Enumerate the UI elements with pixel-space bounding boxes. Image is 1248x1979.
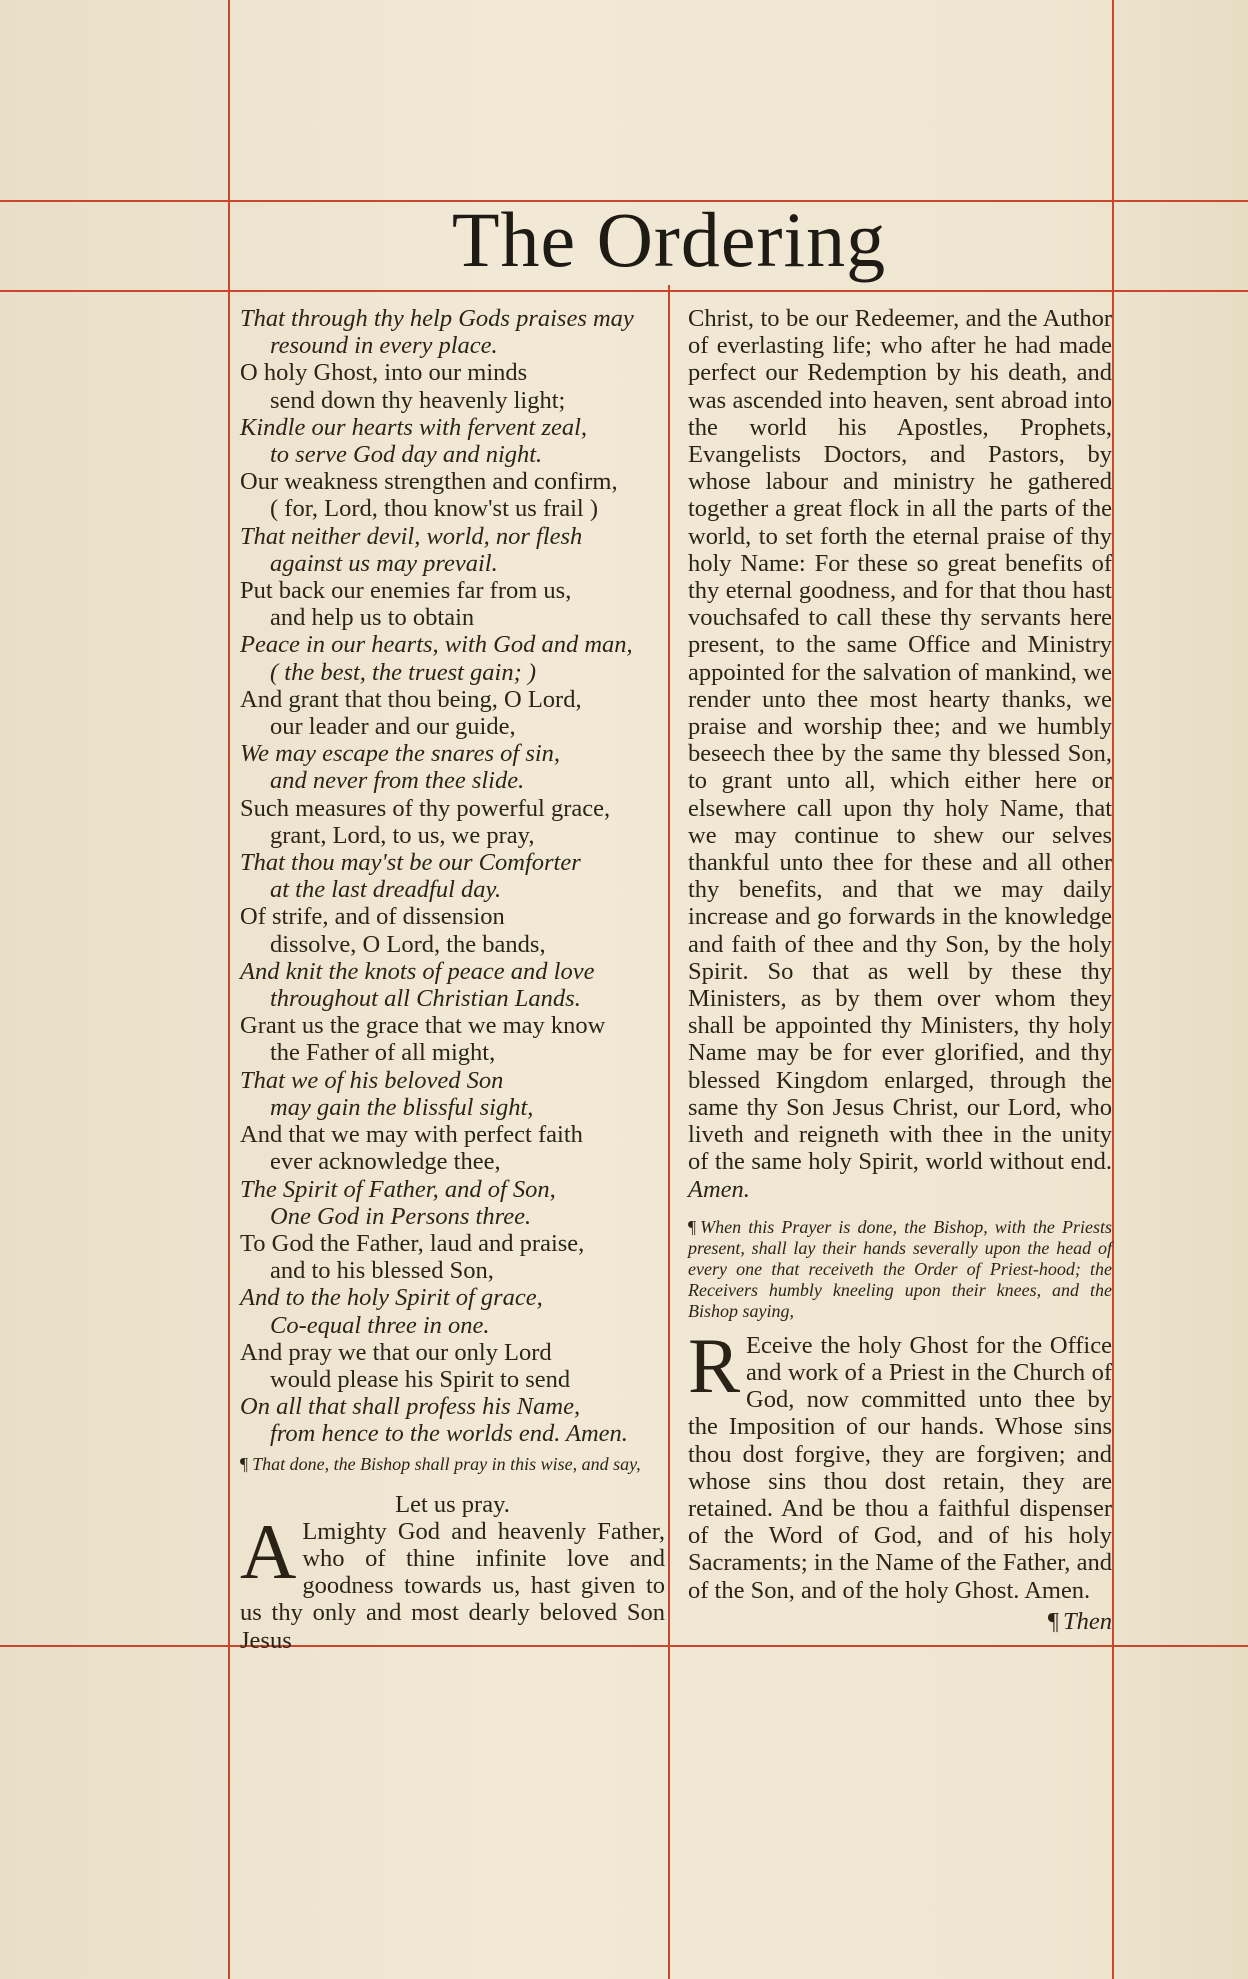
- rubric-bishop-pray: ¶ That done, the Bishop shall pray in this wise, and say,: [240, 1453, 641, 1474]
- hymn-line: ever acknowledge thee,: [270, 1148, 501, 1176]
- hymn-verses: [240, 305, 665, 1448]
- hymn-line: throughout all Christian Lands.: [270, 985, 581, 1013]
- dropcap-r: R: [688, 1321, 741, 1409]
- prayer-continuation: Christ, to be our Redeemer, and the Author of everlasting life; who after he had made perfect our Redemption by his death, and was ascended into heaven, sent abroad into the world his Apostles, Prophets, Evangelists Doctors, and Pastors, by whose labour and ministry he gathered together a great flock in all the parts of the world, to set forth the eternal praise of thy holy Name: For these so great benefits of thy eternal goodness, and for that thou hast vouchsafed to call these thy servants here present, to the same Office and Ministry appointed for the salvation of mankind, we render unto thee most hearty thanks, we praise and worship thee; and we humbly beseech thee by the same thy blessed Son, to grant unto all, which either here or elsewhere call upon thy holy Name, that we may continue to shew our selves thankful unto thee for these and all other thy benefits, and that we may daily increase and go forwards in the knowledge and faith of thee and thy Son, by the holy Spirit. So that as well by these thy Ministers, as by them over whom they shall be appointed thy Ministers, thy holy Name may be for ever glorified, and thy blessed Kingdom enlarged, through the same thy Son Jesus Christ, our Lord, who liveth and reigneth with thee in the unity of the same holy Spirit, world without end. Amen.: [688, 305, 1112, 1203]
- catchword: ¶ Then: [1047, 1607, 1112, 1635]
- hymn-line: Our weakness strengthen and confirm,: [240, 468, 618, 496]
- hymn-line: That neither devil, world, nor flesh: [240, 522, 583, 550]
- hymn-line: The Spirit of Father, and of Son,: [240, 1175, 556, 1203]
- hymn-line: to serve God day and night.: [270, 441, 543, 469]
- dropcap-a: A: [240, 1507, 297, 1595]
- rule-gutter: [668, 285, 670, 1979]
- hymn-line: and help us to obtain: [270, 604, 475, 632]
- hymn-line: against us may prevail.: [270, 549, 498, 577]
- hymn-line: Such measures of thy powerful grace,: [240, 794, 611, 822]
- hymn-line: O holy Ghost, into our minds: [240, 359, 528, 387]
- let-us-pray: Let us pray.: [395, 1490, 510, 1518]
- hymn-line: would please his Spirit to send: [270, 1365, 571, 1393]
- hymn-line: send down thy heavenly light;: [270, 386, 566, 414]
- rule-right: [1112, 0, 1114, 1979]
- hymn-line: Put back our enemies far from us,: [240, 577, 572, 605]
- hymn-line: and to his blessed Son,: [270, 1257, 494, 1285]
- hymn-line: And grant that thou being, O Lord,: [240, 685, 582, 713]
- hymn-line: and never from thee slide.: [270, 767, 525, 795]
- receive-holy-ghost: R Eceive the holy Ghost for the Office and work of a Priest in the Church of God, now committed unto thee by the Imposition of our hands. Whose sins thou dost forgive, they are forgiven; and whose sins thou dost retain, they are retained. And be thou a faithful dispenser of the Word of God, and of his holy Sacraments; in the Name of the Father, and of the Son, and of the holy Ghost. Amen.: [688, 1321, 1112, 1604]
- almighty-prayer: [240, 1507, 665, 1654]
- right-column: [688, 305, 1112, 1635]
- hymn-line: We may escape the snares of sin,: [240, 740, 561, 768]
- hymn-line: ( the best, the truest gain; ): [270, 658, 537, 686]
- hymn-line: ( for, Lord, thou know'st us frail ): [270, 495, 598, 523]
- hymn-line: may gain the blissful sight,: [270, 1093, 534, 1121]
- hymn-line: resound in every place.: [270, 332, 498, 360]
- prayer-amen: Amen.: [688, 1175, 750, 1203]
- rubric-laying-on-hands: ¶ When this Prayer is done, the Bishop, with the Priests present, shall lay their hands severally upon the head of every one that receiveth the Order of Priest-hood; the Receivers humbly kneeling upon their knees, and the Bishop saying,: [688, 1216, 1112, 1321]
- hymn-line: And to the holy Spirit of grace,: [240, 1284, 543, 1312]
- hymn-line: Grant us the grace that we may know: [240, 1012, 606, 1040]
- hymn-line: at the last dreadful day.: [270, 876, 502, 904]
- prayer-text: Lmighty God and heavenly Father, who of thine infinite love and goodness towards us, hast given to us thy only and most dearly beloved Son Jesus: [240, 1517, 665, 1654]
- hymn-line: the Father of all might,: [270, 1039, 496, 1067]
- hymn-line: That we of his beloved Son: [240, 1066, 504, 1094]
- hymn-line: And that we may with perfect faith: [240, 1121, 583, 1149]
- hymn-line: Kindle our hearts with fervent zeal,: [240, 413, 588, 441]
- hymn-line: And pray we that our only Lord: [240, 1338, 552, 1366]
- hymn-line: One God in Persons three.: [270, 1202, 532, 1230]
- hymn-line: That thou may'st be our Comforter: [240, 849, 581, 877]
- hymn-line: On all that shall profess his Name,: [240, 1393, 581, 1421]
- left-column: [240, 305, 665, 1654]
- hymn-line: our leader and our guide,: [270, 713, 516, 741]
- rule-left: [228, 0, 230, 1979]
- hymn-line: Co-equal three in one.: [270, 1311, 490, 1339]
- hymn-line: That through thy help Gods praises may: [240, 305, 634, 332]
- hymn-line: And knit the knots of peace and love: [240, 957, 595, 985]
- pilcrow-mark: ¶: [688, 1216, 697, 1237]
- hymn-line: dissolve, O Lord, the bands,: [270, 930, 546, 958]
- hymn-line: To God the Father, laud and praise,: [240, 1229, 585, 1257]
- hymn-line: from hence to the worlds end. Amen.: [270, 1420, 628, 1448]
- pilcrow-mark: ¶: [240, 1453, 249, 1474]
- hymn-line: grant, Lord, to us, we pray,: [270, 821, 535, 849]
- receive-amen: Amen.: [1024, 1576, 1091, 1604]
- page-title: The Ordering: [451, 196, 887, 283]
- hymn-line: Peace in our hearts, with God and man,: [240, 631, 633, 659]
- hymn-line: Of strife, and of dissension: [240, 903, 505, 931]
- rule-under-title: [0, 290, 1248, 292]
